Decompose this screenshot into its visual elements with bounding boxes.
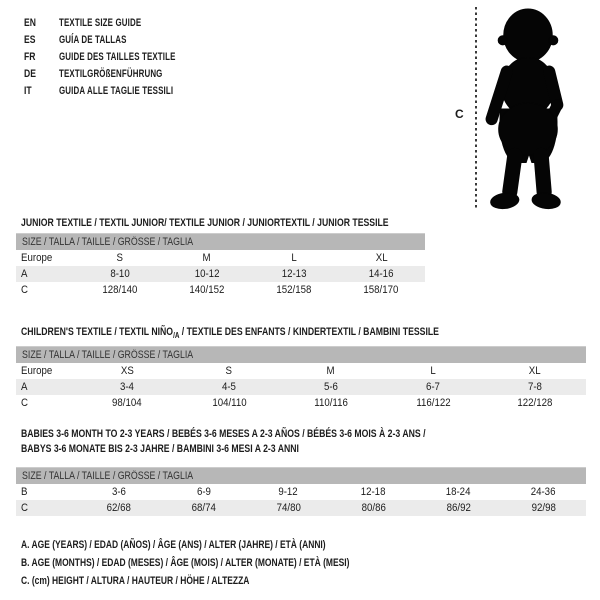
height-cell: 98/104 bbox=[112, 397, 142, 409]
table-row-age bbox=[16, 379, 586, 395]
row-label: Europe bbox=[21, 365, 53, 377]
row-label: A bbox=[21, 381, 28, 393]
size-cell: M bbox=[202, 252, 211, 264]
age-cell: 4-5 bbox=[222, 381, 236, 393]
footnote-b: B. AGE (MONTHS) / EDAD (MESES) / ÂGE (MOIS) / ALTER (MONATE) / ETÀ (MESI) bbox=[21, 557, 350, 569]
months-cell: 3-6 bbox=[111, 486, 126, 498]
size-header-text: SIZE / TALLA / TAILLE / GRÖSSE / TAGLIA bbox=[22, 236, 194, 248]
babies-table-title-line1: BABIES 3-6 MONTH TO 2-3 YEARS / BEBÉS 3-6 MESES A 2-3 AÑOS / BÉBÉS 3-6 MOIS À 2-3 ANS / bbox=[21, 428, 426, 440]
row-label: C bbox=[21, 284, 28, 296]
row-label: A bbox=[21, 268, 28, 280]
height-cell: 86/92 bbox=[446, 502, 471, 514]
size-cell: L bbox=[291, 252, 297, 264]
language-row-de bbox=[24, 66, 221, 83]
size-header-bar bbox=[16, 468, 586, 484]
age-cell: 12-13 bbox=[281, 268, 307, 280]
size-cell: XL bbox=[529, 365, 541, 377]
height-cell: 140/152 bbox=[189, 284, 225, 296]
size-cell: XL bbox=[375, 252, 388, 264]
row-label: Europe bbox=[21, 252, 53, 264]
size-cell: M bbox=[326, 365, 336, 377]
age-cell: 8-10 bbox=[109, 268, 130, 280]
height-cell: 74/80 bbox=[276, 502, 301, 514]
footnote-c: C. (cm) HEIGHT / ALTURA / HAUTEUR / HÖHE / ALTEZZA bbox=[21, 575, 250, 587]
age-cell: 14-16 bbox=[368, 268, 394, 280]
legend-footnotes bbox=[21, 536, 448, 590]
childrens-table-title bbox=[21, 326, 439, 342]
babies-size-table bbox=[16, 467, 586, 516]
table-row-height bbox=[16, 282, 425, 298]
table-row-height bbox=[16, 500, 586, 516]
language-code: ES bbox=[24, 34, 36, 46]
table-row-months bbox=[16, 484, 586, 500]
months-cell: 6-9 bbox=[196, 486, 211, 498]
size-cell: XS bbox=[120, 365, 134, 377]
language-code: EN bbox=[24, 17, 36, 29]
childrens-title-post: / TEXTILE DES ENFANTS / KINDERTEXTIL / BAMBINI TESSILE bbox=[179, 326, 439, 338]
size-cell: S bbox=[116, 252, 123, 264]
table-row-height bbox=[16, 395, 586, 411]
language-title-list bbox=[24, 15, 221, 100]
height-cell: 80/86 bbox=[361, 502, 386, 514]
row-label: C bbox=[21, 397, 28, 409]
language-row-es bbox=[24, 32, 221, 49]
language-code: DE bbox=[24, 68, 36, 80]
height-cell: 110/116 bbox=[314, 397, 348, 409]
height-measure-line bbox=[475, 7, 477, 209]
footnote-a: A. AGE (YEARS) / EDAD (AÑOS) / ÂGE (ANS) / ALTER (JAHRE) / ETÀ (ANNI) bbox=[21, 539, 326, 551]
childrens-size-table bbox=[16, 346, 586, 411]
childrens-title-sub: /A bbox=[173, 331, 180, 341]
height-cell: 116/122 bbox=[415, 397, 451, 409]
months-cell: 24-36 bbox=[531, 486, 556, 498]
size-header-bar bbox=[16, 234, 425, 250]
height-cell: 128/140 bbox=[102, 284, 138, 296]
size-header-bar bbox=[16, 347, 586, 363]
size-cell: S bbox=[225, 365, 233, 377]
row-label: C bbox=[21, 502, 28, 514]
age-cell: 7-8 bbox=[528, 381, 542, 393]
age-cell: 3-4 bbox=[120, 381, 134, 393]
table-row-age bbox=[16, 266, 425, 282]
table-row-europe bbox=[16, 250, 425, 266]
language-row-fr bbox=[24, 49, 221, 66]
baby-silhouette bbox=[483, 8, 575, 210]
language-row-it bbox=[24, 83, 221, 100]
row-label: B bbox=[21, 486, 28, 498]
months-cell: 12-18 bbox=[361, 486, 386, 498]
guide-title-en: TEXTILE SIZE GUIDE bbox=[59, 17, 142, 29]
age-cell: 6-7 bbox=[426, 381, 440, 393]
months-cell: 9-12 bbox=[278, 486, 299, 498]
size-header-text: SIZE / TALLA / TAILLE / GRÖSSE / TAGLIA bbox=[22, 470, 194, 482]
size-cell: L bbox=[430, 365, 436, 377]
months-cell: 18-24 bbox=[446, 486, 471, 498]
guide-title-fr: GUIDE DES TAILLES TEXTILE bbox=[59, 51, 176, 63]
size-header-text: SIZE / TALLA / TAILLE / GRÖSSE / TAGLIA bbox=[22, 349, 194, 361]
height-cell: 68/74 bbox=[191, 502, 216, 514]
table-row-europe bbox=[16, 363, 586, 379]
height-cell: 92/98 bbox=[531, 502, 556, 514]
junior-size-table bbox=[16, 233, 425, 298]
childrens-title-pre: CHILDREN'S TEXTILE / TEXTIL NIÑO bbox=[21, 326, 174, 338]
height-cell: 158/170 bbox=[363, 284, 399, 296]
age-cell: 5-6 bbox=[324, 381, 338, 393]
height-measure-label: C bbox=[455, 107, 464, 121]
guide-title-es: GUÍA DE TALLAS bbox=[59, 34, 127, 46]
junior-table-title: JUNIOR TEXTILE / TEXTIL JUNIOR/ TEXTILE JUNIOR / JUNIORTEXTIL / JUNIOR TESSILE bbox=[21, 217, 389, 229]
height-cell: 62/68 bbox=[106, 502, 131, 514]
language-row-en bbox=[24, 15, 221, 32]
babies-table-title-line2: BABYS 3-6 MONATE BIS 2-3 JAHRE / BAMBINI 3-6 MESI A 2-3 ANNI bbox=[21, 443, 299, 455]
language-code: IT bbox=[24, 85, 32, 97]
height-cell: 104/110 bbox=[211, 397, 247, 409]
language-code: FR bbox=[24, 51, 36, 63]
age-cell: 10-12 bbox=[194, 268, 220, 280]
height-cell: 122/128 bbox=[517, 397, 553, 409]
guide-title-it: GUIDA ALLE TAGLIE TESSILI bbox=[59, 85, 174, 97]
height-cell: 152/158 bbox=[276, 284, 312, 296]
guide-title-de: TEXTILGRÖßENFÜHRUNG bbox=[59, 68, 163, 80]
